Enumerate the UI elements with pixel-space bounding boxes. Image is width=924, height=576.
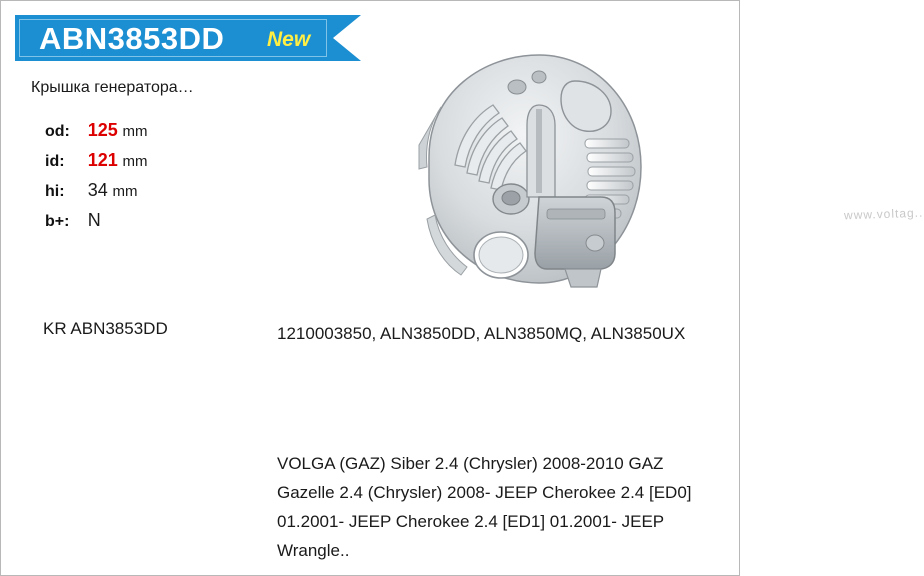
spec-value-od: 125 — [87, 120, 118, 140]
oe-code-list: 1210003850, ALN3850DD, ALN3850MQ, ALN3850UX — [277, 324, 686, 343]
product-photo — [389, 47, 924, 297]
spec-label-od: od: — [45, 123, 70, 140]
status-badge: New — [267, 28, 311, 51]
spec-value-bplus: N — [87, 210, 101, 230]
spec-label-bplus: b+: — [45, 213, 70, 230]
kr-code: KR ABN3853DD — [43, 319, 168, 338]
spec-row — [45, 145, 305, 175]
spec-value-id: 121 — [87, 150, 118, 170]
header-arrow-shape — [333, 15, 361, 61]
spec-value-hi: 34 — [87, 180, 108, 200]
spec-list — [45, 115, 305, 235]
spec-row — [45, 115, 305, 145]
vehicle-applications: VOLGA (GAZ) Siber 2.4 (Chrysler) 2008-2010 GAZ Gazelle 2.4 (Chrysler) 2008- JEEP Cherokee 2.4 [ED0] 01.2001- JEEP Cherokee 2.4 [ED1] 01.2001- JEEP Wrangle.. — [277, 454, 692, 560]
spec-unit-od: mm — [122, 123, 148, 140]
spec-label-hi: hi: — [45, 183, 65, 200]
watermark-text: www.voltag.. — [843, 205, 924, 223]
spec-unit-hi: mm — [112, 183, 138, 200]
spec-unit-id: mm — [122, 153, 148, 170]
product-title: Крышка генератора… — [31, 79, 194, 96]
spec-row — [45, 175, 305, 205]
spec-label-id: id: — [45, 153, 65, 170]
header-banner — [15, 15, 355, 61]
page-title: ABN3853DD — [39, 21, 225, 56]
spec-row — [45, 205, 305, 235]
alternator-cover-icon — [389, 47, 659, 297]
